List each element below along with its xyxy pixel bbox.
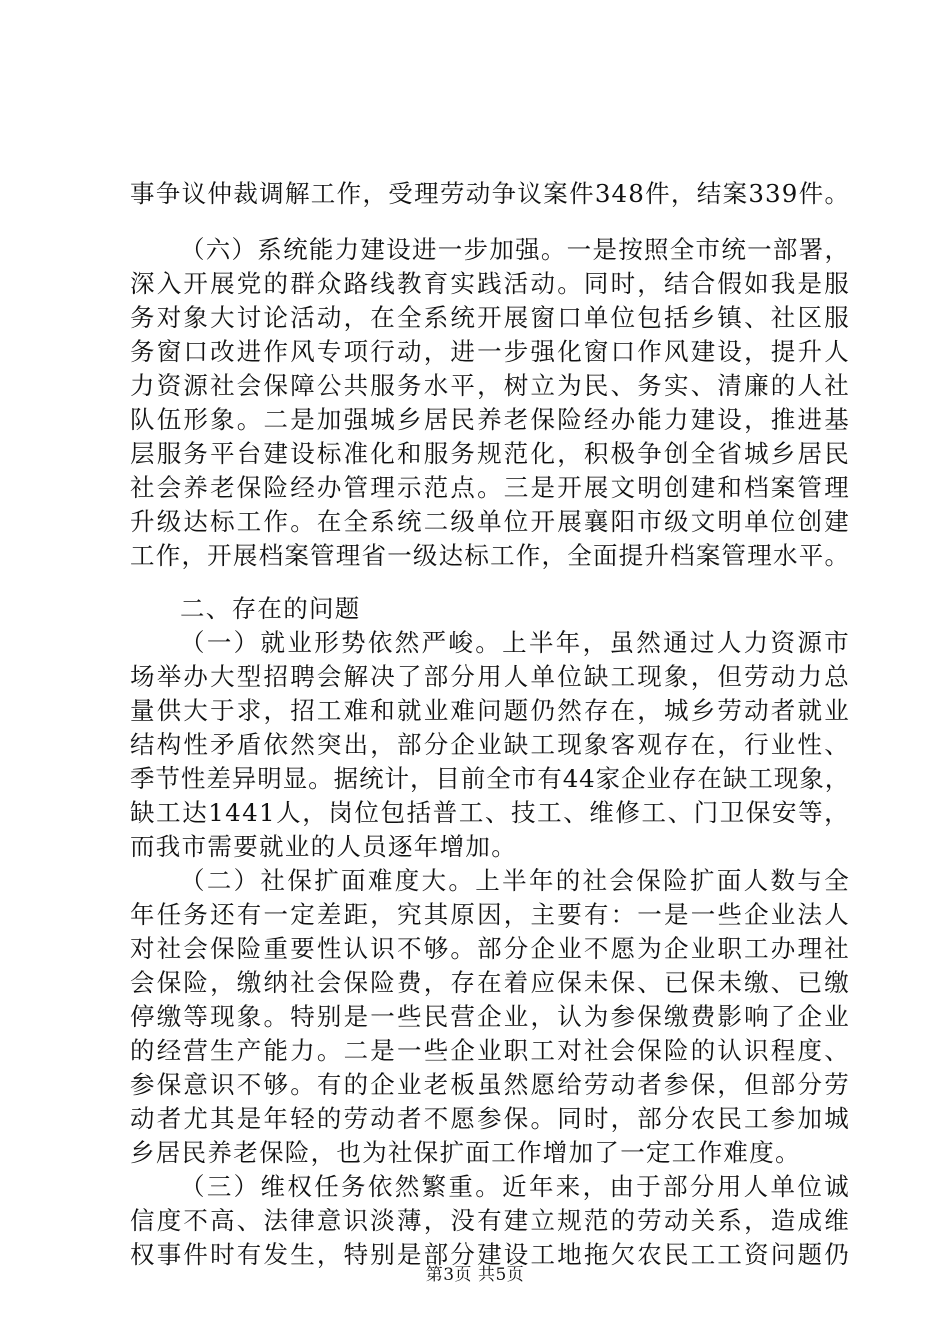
paragraph-line: 力资源社会保障公共服务水平，树立为民、务实、清廉的人社 [130, 371, 850, 400]
paragraph-line: 层服务平台建设标准化和服务规范化，积极争创全省城乡居民 [130, 439, 850, 468]
paragraph-line: 乡居民养老保险，也为社保扩面工作增加了一定工作难度。 [130, 1138, 801, 1167]
paragraph-line: 停缴等现象。特别是一些民营企业，认为参保缴费影响了企业 [130, 1002, 850, 1031]
paragraph-line: 参保意识不够。有的企业老板虽然愿给劳动者参保，但部分劳 [130, 1070, 850, 1099]
paragraph-line: 动者尤其是年轻的劳动者不愿参保。同时，部分农民工参加城 [130, 1104, 850, 1133]
subsection-2-heading-line: （二）社保扩面难度大。上半年的社会保险扩面人数与全 [180, 866, 850, 895]
paragraph-line: 量供大于求，招工难和就业难问题仍然存在，城乡劳动者就业 [130, 696, 850, 725]
paragraph-line: 事争议仲裁调解工作，受理劳动争议案件348件，结案339件。 [130, 179, 850, 208]
paragraph-line: 结构性矛盾依然突出，部分企业缺工现象客观存在，行业性、 [130, 730, 850, 759]
paragraph-line: 务对象大讨论活动，在全系统开展窗口单位包括乡镇、社区服 [130, 303, 850, 332]
paragraph-line: 深入开展党的群众路线教育实践活动。同时，结合假如我是服 [130, 269, 850, 298]
subsection-1-heading-line: （一）就业形势依然严峻。上半年，虽然通过人力资源市 [180, 628, 850, 657]
paragraph-line: 会保险，缴纳社会保险费，存在着应保未保、已保未缴、已缴 [130, 968, 850, 997]
page-number-footer: 第3页 共5页 [425, 1265, 525, 1285]
paragraph-line: 年任务还有一定差距，究其原因，主要有：一是一些企业法人 [130, 900, 850, 929]
paragraph-line: 的经营生产能力。二是一些企业职工对社会保险的认识程度、 [130, 1036, 850, 1065]
paragraph-line: 信度不高、法律意识淡薄，没有建立规范的劳动关系，造成维 [130, 1206, 850, 1235]
paragraph-line: 社会养老保险经办管理示范点。三是开展文明创建和档案管理 [130, 473, 850, 502]
paragraph-line: 季节性差异明显。据统计，目前全市有44家企业存在缺工现象， [130, 764, 850, 793]
paragraph-line: 而我市需要就业的人员逐年增加。 [130, 832, 517, 861]
paragraph-line: 权事件时有发生，特别是部分建设工地拖欠农民工工资问题仍 [130, 1240, 850, 1269]
subsection-3-heading-line: （三）维权任务依然繁重。近年来，由于部分用人单位诚 [180, 1172, 850, 1201]
paragraph-line: 场举办大型招聘会解决了部分用人单位缺工现象，但劳动力总 [130, 662, 850, 691]
paragraph-line: 务窗口改进作风专项行动，进一步强化窗口作风建设，提升人 [130, 337, 850, 366]
paragraph-line: 升级达标工作。在全系统二级单位开展襄阳市级文明单位创建 [130, 507, 850, 536]
paragraph-line: 对社会保险重要性认识不够。部分企业不愿为企业职工办理社 [130, 934, 850, 963]
paragraph-line: 工作，开展档案管理省一级达标工作，全面提升档案管理水平。 [130, 541, 850, 570]
section-heading: 二、存在的问题 [180, 594, 361, 623]
paragraph-line: 队伍形象。二是加强城乡居民养老保险经办能力建设，推进基 [130, 405, 850, 434]
section-6-heading-line: （六）系统能力建设进一步加强。一是按照全市统一部署， [180, 235, 850, 264]
paragraph-line: 缺工达1441人，岗位包括普工、技工、维修工、门卫保安等， [130, 798, 850, 827]
